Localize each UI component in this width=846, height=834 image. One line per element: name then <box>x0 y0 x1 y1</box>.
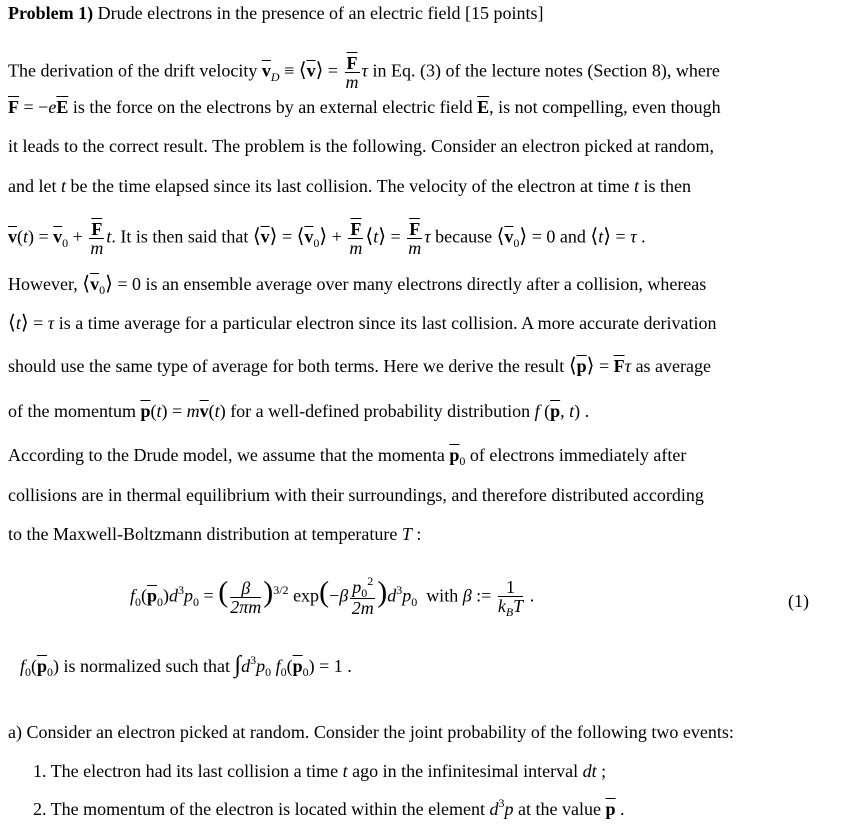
para1-line1: The derivation of the drift velocity $\overline{v}_D$ ≡ $⟨\overline{v}⟩$ = $\frac{\overline{F}}{m}$ τ in Eq. (3) of the lecture notes (Section 8), where <box>8 53 720 92</box>
problem-heading <box>8 2 543 24</box>
part-a-intro: a) Consider an electron picked at random. Consider the joint probability of the following two events: <box>8 722 734 742</box>
problem-points: [15 points] <box>464 3 544 23</box>
para3-line2: collisions are in thermal equilibrium with their surroundings, and therefore distributed according <box>8 485 704 505</box>
para1-line4: and let t be the time elapsed since its last collision. The velocity of the electron at time t is then <box>8 176 692 196</box>
exp-label: exp <box>293 585 320 606</box>
para1-line3: it leads to the correct result. The problem is the following. Consider an electron picked at random, <box>8 136 714 156</box>
para3-line1: According to the Drude model, we assume that the momenta $\overline{p}_0$ of electrons immediately after <box>8 445 687 468</box>
para2-line1: However, $⟨\overline{v}_0⟩ = 0$ is an ensemble average over many electrons directly after a collision, whereas <box>8 273 707 297</box>
problem-title: Drude electrons in the presence of an electric field <box>97 3 461 23</box>
part-a-item1: 1. The electron had its last collision a time t ago in the infinitesimal interval dt ; <box>33 761 607 781</box>
with-label: with <box>426 585 459 606</box>
problem-label: Problem 1) <box>8 3 94 23</box>
para2-line3: should use the same type of average for both terms. Here we derive the result $⟨\overline{p}⟩ = \overline{F}\tau$ as average <box>8 355 712 377</box>
para2-line2: ⟨t⟩ = τ is a time average for a particular electron since its last collision. A more accurate derivation <box>8 312 717 334</box>
para2-line4: of the momentum $\overline{p}(t) = m\overline{v}(t)$ for a well-defined probability distribution f ($\overline{p}$, t) . <box>8 401 590 421</box>
normalization-line: $f_0(\overline{p}_0)$ is normalized such that $\int d^3p_0$ $f_0(\overline{p}_0) = 1$ . <box>20 652 352 679</box>
part-a-item2: 2. The momentum of the electron is located within the element $d^3p$ at the value $\overline{p}$ . <box>33 796 625 819</box>
equation-number: (1) <box>788 591 809 611</box>
para3-line3: to the Maxwell-Boltzmann distribution at temperature T : <box>8 524 422 544</box>
equation-1: $f_0(\overline{p}_0)d^3p_0$ = ( $\frac{\beta}{2\pi m}$ )$^{3/2}$ exp(−β $\frac{p_0^2}{2m}$ )$d^3p_0$ with β := $\frac{1}{k_BT}$ . <box>130 574 535 619</box>
para1-line2: $\overline{F} = -e\overline{E}$ is the force on the electrons by an external electric field $\overline{E}$, is not compelling, even though <box>8 97 721 117</box>
para1-line5: $\overline{v}(t) = \overline{v}_0$ + $\frac{\overline{F}}{m}$ t. It is then said that $⟨\overline{v}⟩$ = $⟨\overline{v}_0⟩$ + $\frac{\overline{F}}{m}$ ⟨t⟩ = $\frac{\overline{F}}{m}$ τ because $⟨\overline{v}_0⟩ = 0$ and ⟨t⟩ = τ . <box>8 219 646 258</box>
